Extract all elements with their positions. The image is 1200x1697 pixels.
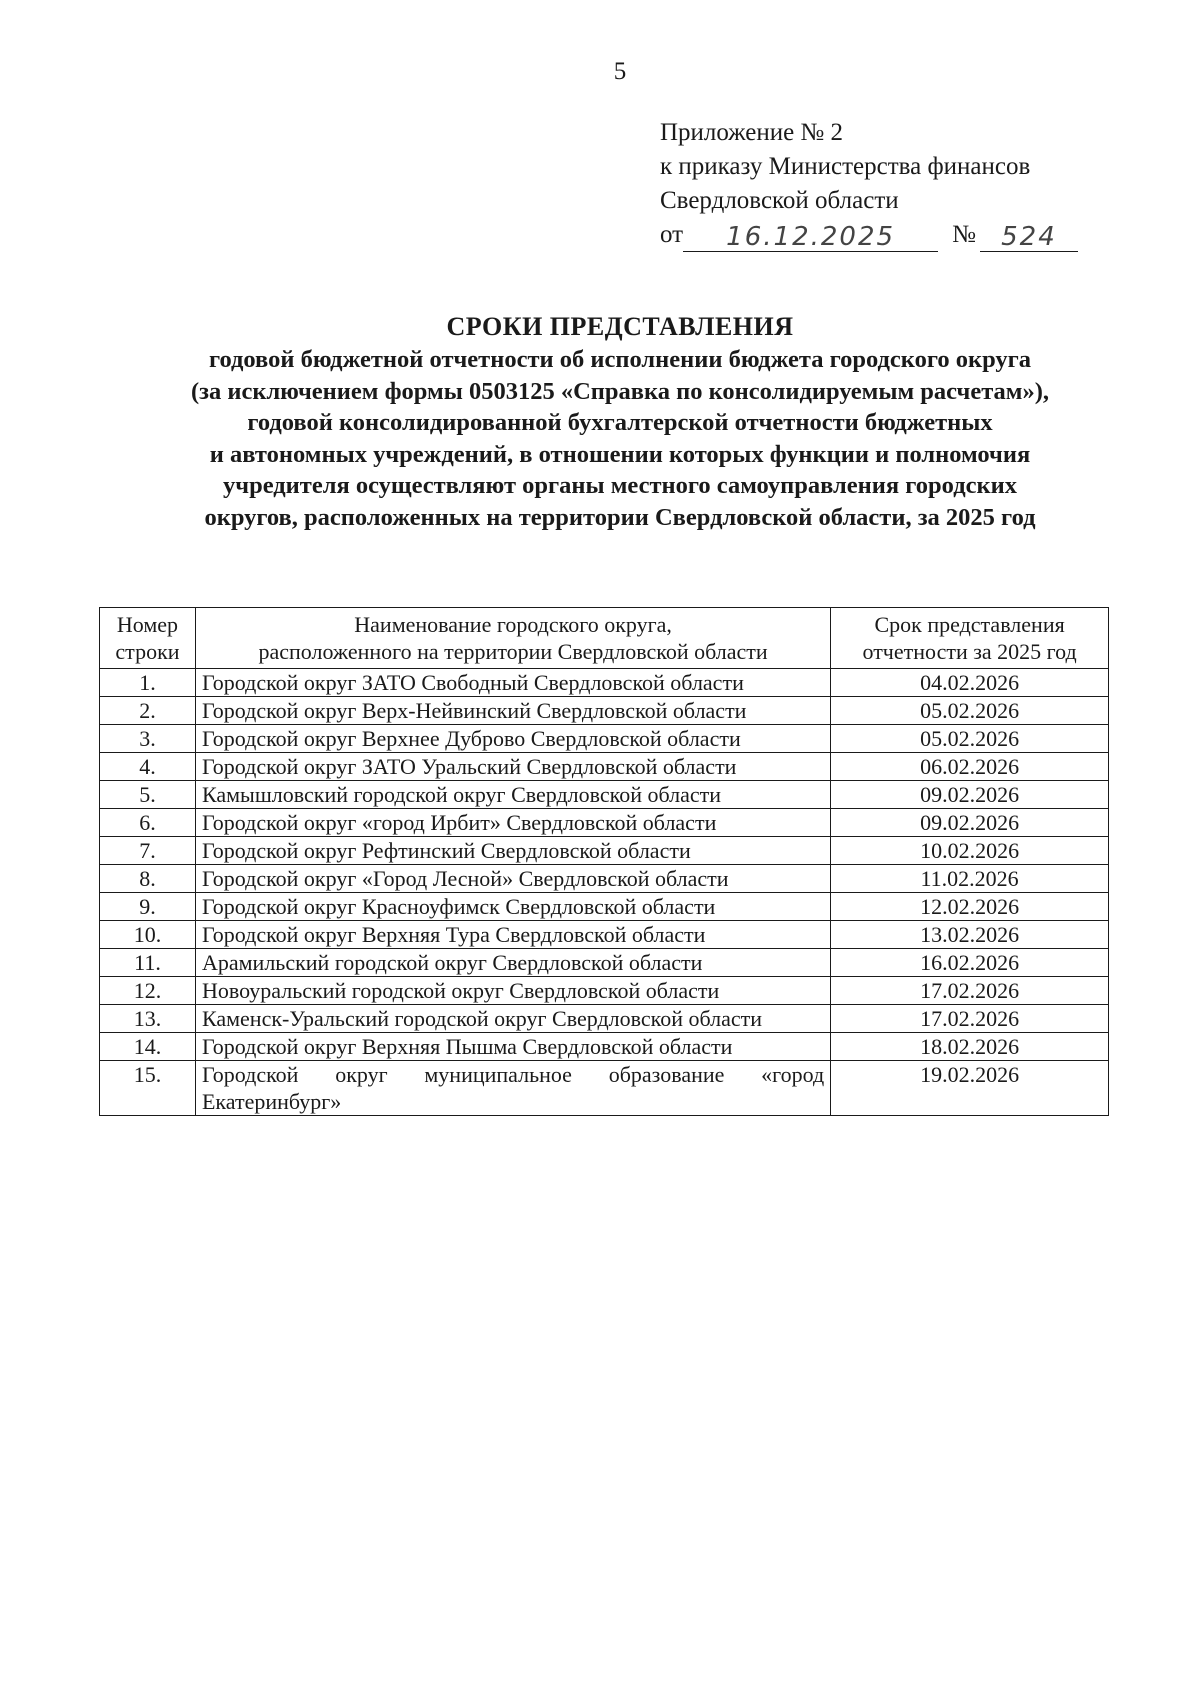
table-row (100, 669, 1109, 697)
order-date-handwritten: 16.12.2025 (683, 223, 938, 252)
deadline-date-cell: 13.02.2026 (831, 921, 1109, 949)
row-number-cell: 1. (100, 669, 196, 697)
deadline-date-cell: 09.02.2026 (831, 781, 1109, 809)
district-name-cell: Арамильский городской округ Свердловской области (195, 949, 830, 977)
header-text: Наименование городского округа, (354, 612, 672, 637)
deadline-date-cell: 12.02.2026 (831, 893, 1109, 921)
row-number-cell: 14. (100, 1033, 196, 1061)
subtitle-line: годовой консолидированной бухгалтерской отчетности бюджетных (247, 409, 993, 436)
document-subtitle (100, 344, 1140, 533)
deadline-date-cell: 04.02.2026 (831, 669, 1109, 697)
header-deadline (831, 608, 1109, 669)
table-row (100, 921, 1109, 949)
deadline-date-cell: 11.02.2026 (831, 865, 1109, 893)
table-row (100, 1061, 1109, 1116)
header-text: Срок представления (874, 612, 1065, 637)
district-name-cell: Городской округ Верхняя Пышма Свердловской области (195, 1033, 830, 1061)
deadline-date-cell: 05.02.2026 (831, 697, 1109, 725)
table-row (100, 837, 1109, 865)
table-row (100, 949, 1109, 977)
district-name-cell: Камышловский городской округ Свердловской области (195, 781, 830, 809)
row-number-cell: 11. (100, 949, 196, 977)
document-title-block (100, 310, 1140, 533)
date-prefix: от (660, 221, 684, 248)
order-number-handwritten: 524 (980, 223, 1078, 252)
page-number: 5 (613, 58, 627, 85)
district-name-cell: Городской округ Красноуфимск Свердловской области (195, 893, 830, 921)
deadline-date-cell: 16.02.2026 (831, 949, 1109, 977)
row-number-cell: 4. (100, 753, 196, 781)
row-number-cell: 10. (100, 921, 196, 949)
district-name-cell: Каменск-Уральский городской округ Свердловской области (195, 1005, 830, 1033)
deadline-date-cell: 10.02.2026 (831, 837, 1109, 865)
appendix-line-3: Свердловской области (660, 187, 899, 214)
deadline-date-cell: 09.02.2026 (831, 809, 1109, 837)
appendix-line-1: Приложение № 2 (660, 119, 844, 146)
table-row (100, 893, 1109, 921)
table-row (100, 1033, 1109, 1061)
row-number-cell: 7. (100, 837, 196, 865)
table-row (100, 725, 1109, 753)
deadline-date-cell: 17.02.2026 (831, 977, 1109, 1005)
table-row (100, 809, 1109, 837)
deadline-date-cell: 19.02.2026 (831, 1061, 1109, 1116)
number-sign: № (952, 221, 976, 248)
table-row (100, 977, 1109, 1005)
row-number-cell: 3. (100, 725, 196, 753)
header-district-name (195, 608, 830, 669)
table-row (100, 781, 1109, 809)
district-name-cell: Новоуральский городской округ Свердловской области (195, 977, 830, 1005)
district-name-cell: Городской округ Верхнее Дуброво Свердловской области (195, 725, 830, 753)
district-name-cell: Городской округ ЗАТО Уральский Свердловской области (195, 753, 830, 781)
header-text: отчетности за 2025 год (862, 639, 1077, 664)
subtitle-line: и автономных учреждений, в отношении которых функции и полномочия (209, 440, 1031, 468)
deadline-date-cell: 05.02.2026 (831, 725, 1109, 753)
subtitle-line: годовой бюджетной отчетности об исполнении бюджета городского округа (208, 346, 1032, 373)
appendix-header (660, 116, 1078, 252)
header-text: строки (115, 639, 180, 664)
row-number-cell: 9. (100, 893, 196, 921)
district-name-cell: Городской округ «город Ирбит» Свердловской области (195, 809, 830, 837)
deadline-date-cell: 18.02.2026 (831, 1033, 1109, 1061)
table-row (100, 1005, 1109, 1033)
table-row (100, 753, 1109, 781)
subtitle-line: округов, расположенных на территории Свердловской области, за 2025 год (204, 503, 1036, 531)
deadlines-table (99, 607, 1109, 1116)
district-name-cell: Городской округ Верхняя Тура Свердловской области (195, 921, 830, 949)
row-number-cell: 6. (100, 809, 196, 837)
order-date-number-line (660, 218, 1078, 252)
table-header-row (100, 608, 1109, 669)
deadline-date-cell: 06.02.2026 (831, 753, 1109, 781)
district-name-cell: Городской округ «Город Лесной» Свердловской области (195, 865, 830, 893)
table-row (100, 697, 1109, 725)
subtitle-line: учредителя осуществляют органы местного самоуправления городских (223, 472, 1017, 499)
row-number-cell: 12. (100, 977, 196, 1005)
table-row (100, 865, 1109, 893)
header-row-number (100, 608, 196, 669)
subtitle-line: (за исключением формы 0503125 «Справка по консолидируемым расчетам»), (190, 377, 1050, 405)
district-name-cell: Городской округ муниципальное образование «город Екатеринбург» (195, 1061, 830, 1116)
row-number-cell: 8. (100, 865, 196, 893)
row-number-cell: 13. (100, 1005, 196, 1033)
appendix-line-2: к приказу Министерства финансов (660, 153, 1031, 180)
row-number-cell: 2. (100, 697, 196, 725)
district-name-cell: Городской округ Верх-Нейвинский Свердловской области (195, 697, 830, 725)
district-name-cell: Городской округ Рефтинский Свердловской области (195, 837, 830, 865)
district-name-cell: Городской округ ЗАТО Свободный Свердловской области (195, 669, 830, 697)
header-text: расположенного на территории Свердловской области (258, 639, 768, 664)
row-number-cell: 15. (100, 1061, 196, 1116)
header-text: Номер (116, 612, 179, 637)
row-number-cell: 5. (100, 781, 196, 809)
deadline-date-cell: 17.02.2026 (831, 1005, 1109, 1033)
document-title: СРОКИ ПРЕДСТАВЛЕНИЯ (446, 312, 794, 341)
